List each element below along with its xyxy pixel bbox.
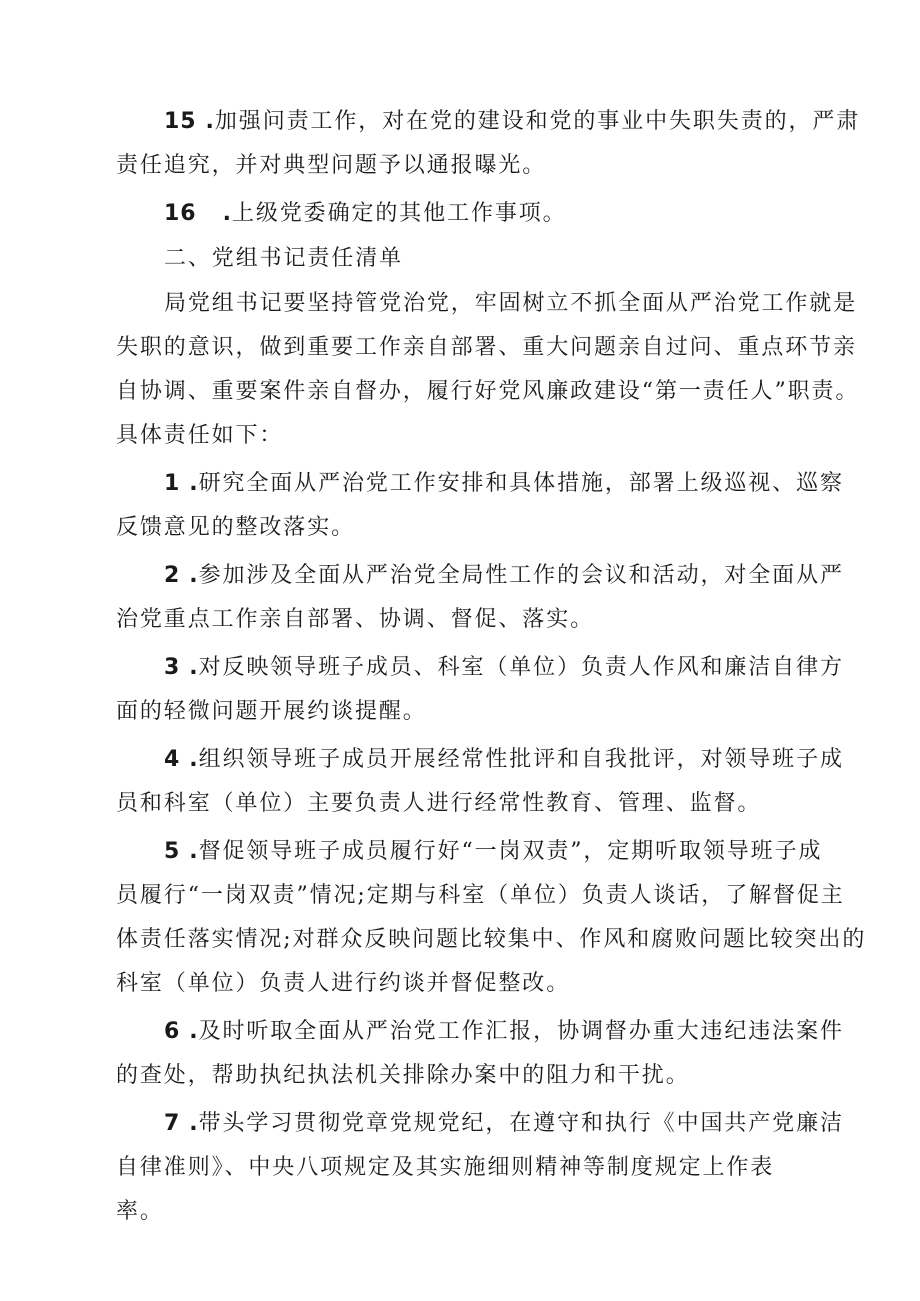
- item-7-line-3: 率。: [116, 1199, 164, 1224]
- item-5-line-2: 员履行“一岗双责”情况;定期与科室（单位）负责人谈话，了解督促主: [116, 883, 845, 908]
- item-15-line-2: 责任追究，并对典型问题予以通报曝光。: [116, 153, 547, 178]
- intro-line-4: 具体责任如下：: [116, 423, 284, 448]
- document-body: [116, 100, 867, 1234]
- item-5-line-3: 体责任落实情况;对群众反映问题比较集中、作风和腐败问题比较突出的: [116, 927, 867, 952]
- item-6-line-1: 6 .及时听取全面从严治党工作汇报，协调督办重大违纪违法案件: [164, 1019, 844, 1044]
- item-4-line-1: 4 .组织领导班子成员开展经常性批评和自我批评，对领导班子成: [164, 747, 844, 772]
- item-number: 1: [164, 471, 181, 496]
- item-6-line-2: 的查处，帮助执纪执法机关排除办案中的阻力和干扰。: [116, 1063, 690, 1088]
- intro-line-3: 自协调、重要案件亲自督办，履行好党风廉政建设“第一责任人”职责。: [116, 379, 860, 404]
- item-3-line-1: 3 .对反映领导班子成员、科室（单位）负责人作风和廉洁自律方: [164, 655, 844, 680]
- item-1-line-1: 1 .研究全面从严治党工作安排和具体措施，部署上级巡视、巡察: [164, 471, 844, 496]
- item-number: 6: [164, 1019, 181, 1044]
- item-number: 5: [164, 839, 181, 864]
- item-number: 2: [164, 563, 181, 588]
- item-5-line-1: 5 .督促领导班子成员履行好“一岗双责”，定期听取领导班子成: [164, 839, 823, 864]
- item-15-line-1: 15 .加强问责工作，对在党的建设和党的事业中失职失责的，严肃: [164, 109, 861, 134]
- item-1-line-2: 反馈意见的整改落实。: [116, 515, 356, 540]
- section-heading: 二、党组书记责任清单: [164, 246, 404, 271]
- item-number: 4: [164, 747, 181, 772]
- item-number: 16: [164, 201, 197, 226]
- item-number: 3: [164, 655, 181, 680]
- item-number: 7: [164, 1111, 181, 1136]
- intro-line-2: 失职的意识，做到重要工作亲自部署、重大问题亲自过问、重点环节亲: [116, 335, 857, 360]
- item-7-line-1: 7 .带头学习贯彻党章党规党纪，在遵守和执行《中国共产党廉洁: [164, 1111, 844, 1136]
- item-3-line-2: 面的轻微问题开展约谈提醒。: [116, 699, 427, 724]
- item-number: 15: [164, 109, 197, 134]
- item-2-line-1: 2 .参加涉及全面从严治党全局性工作的会议和活动，对全面从严: [164, 563, 844, 588]
- item-4-line-2: 员和科室（单位）主要负责人进行经常性教育、管理、监督。: [116, 791, 762, 816]
- item-7-line-2: 自律准则》、中央八项规定及其实施细则精神等制度规定上作表: [116, 1155, 775, 1180]
- item-5-line-4: 科室（单位）负责人进行约谈并督促整改。: [116, 971, 571, 996]
- item-16-line-1: 16 .上级党委确定的其他工作事项。: [164, 201, 567, 226]
- item-2-line-2: 治党重点工作亲自部署、协调、督促、落实。: [116, 607, 595, 632]
- intro-line-1: 局党组书记要坚持管党治党，牢固树立不抓全面从严治党工作就是: [164, 291, 858, 316]
